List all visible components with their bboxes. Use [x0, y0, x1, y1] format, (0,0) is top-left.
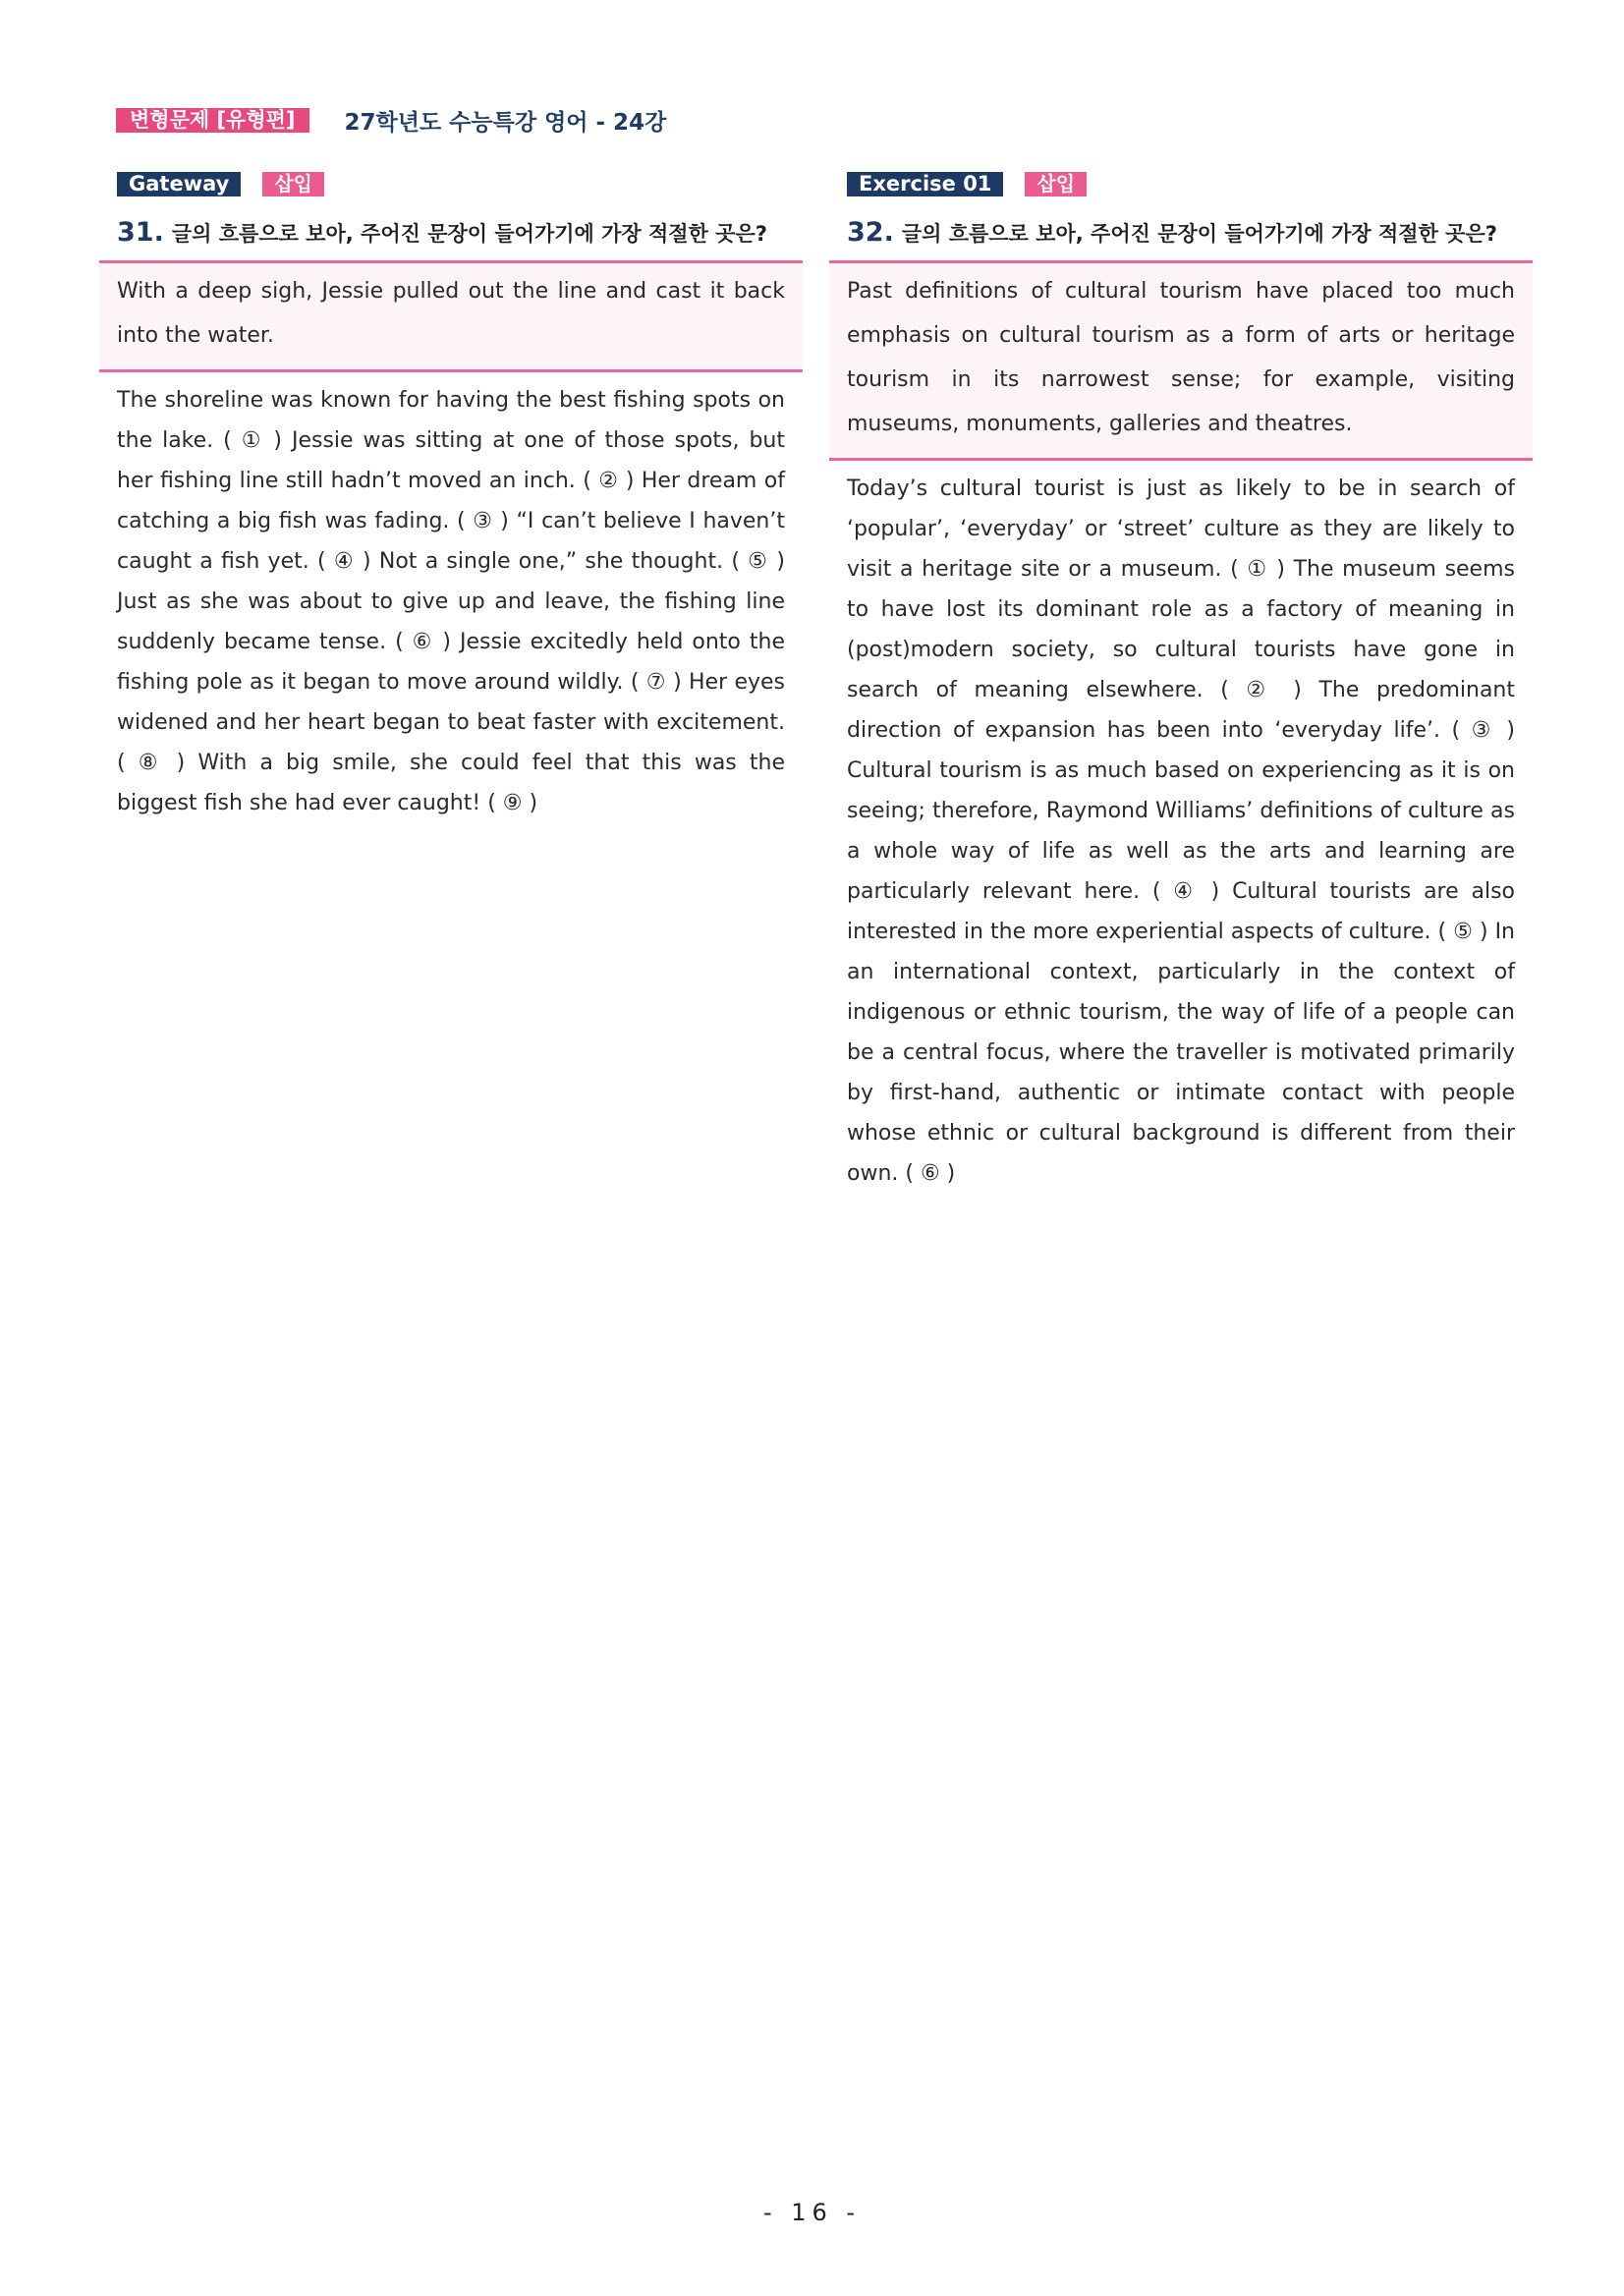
right-given-sentence: Past definitions of cultural tourism have placed too much emphasis on cultural tourism as a form of arts or heritage tourism in its narrowest sense; for example, visiting museums, monuments, galleries and theatres.	[847, 279, 1515, 436]
right-label-row	[847, 172, 1533, 196]
left-question-text: 글의 흐름으로 보아, 주어진 문장이 들어가기에 가장 적절한 곳은?	[171, 222, 767, 246]
right-question-number: 32.	[847, 217, 894, 248]
page-header	[116, 104, 666, 137]
left-question	[117, 214, 803, 252]
right-passage: Today’s cultural tourist is just as likely to be in search of ‘popular’, ‘everyday’ or ‘street’ culture as they are likely to visit a heritage site or a museum. ( ① ) The museum seems to have lost its dominant role as a factory of meaning in (post)modern society, so cultural tourists have gone in search of meaning elsewhere. ( ② ) The predominant direction of expansion has been into ‘everyday life’. ( ③ ) Cultural tourism is as much based on experiencing as it is on seeing; therefore, Raymond Williams’ definitions of culture as a whole way of life as well as the arts and learning are particularly relevant here. ( ④ ) Cultural tourists are also interested in the more experiential aspects of culture. ( ⑤ ) In an international context, particularly in the context of indigenous or ethnic tourism, the way of life of a people can be a central focus, where the traveller is motivated primarily by first-hand, authentic or intimate contact with people whose ethnic or cultural background is different from their own. ( ⑥ )	[847, 476, 1515, 1186]
left-given-sentence-box	[99, 260, 803, 372]
left-type-badge: 삽입	[262, 172, 324, 196]
left-question-column	[99, 172, 803, 823]
right-type-badge: 삽입	[1025, 172, 1087, 196]
worksheet-title: 27학년도 수능특강 영어 - 24강	[344, 110, 667, 136]
gateway-label: Gateway	[117, 172, 241, 196]
right-question-column	[829, 172, 1533, 1194]
right-given-sentence-box	[829, 260, 1533, 461]
left-passage: The shoreline was known for having the best fishing spots on the lake. ( ① ) Jessie was sitting at one of those spots, but her fishing line still hadn’t moved an inch. ( ② ) Her dream of catching a big fish was fading. ( ③ ) “I can’t believe I haven’t caught a fish yet. ( ④ ) Not a single one,” she thought. ( ⑤ ) Just as she was about to give up and leave, the fishing line suddenly became tense. ( ⑥ ) Jessie excitedly held onto the fishing pole as it began to move around wildly. ( ⑦ ) Her eyes widened and her heart began to beat faster with excitement. ( ⑧ ) With a big smile, she could feel that this was the biggest fish she had ever caught! ( ⑨ )	[117, 388, 785, 815]
page-number: - 16 -	[762, 2199, 862, 2226]
worksheet-type-tag: 변형문제 [유형편]	[116, 108, 309, 133]
left-given-sentence: With a deep sigh, Jessie pulled out the line and cast it back into the water.	[117, 279, 785, 348]
left-question-number: 31.	[117, 217, 164, 248]
right-question	[847, 214, 1533, 252]
right-question-text: 글의 흐름으로 보아, 주어진 문장이 들어가기에 가장 적절한 곳은?	[901, 222, 1497, 246]
left-label-row	[117, 172, 803, 196]
exercise-label: Exercise 01	[847, 172, 1003, 196]
